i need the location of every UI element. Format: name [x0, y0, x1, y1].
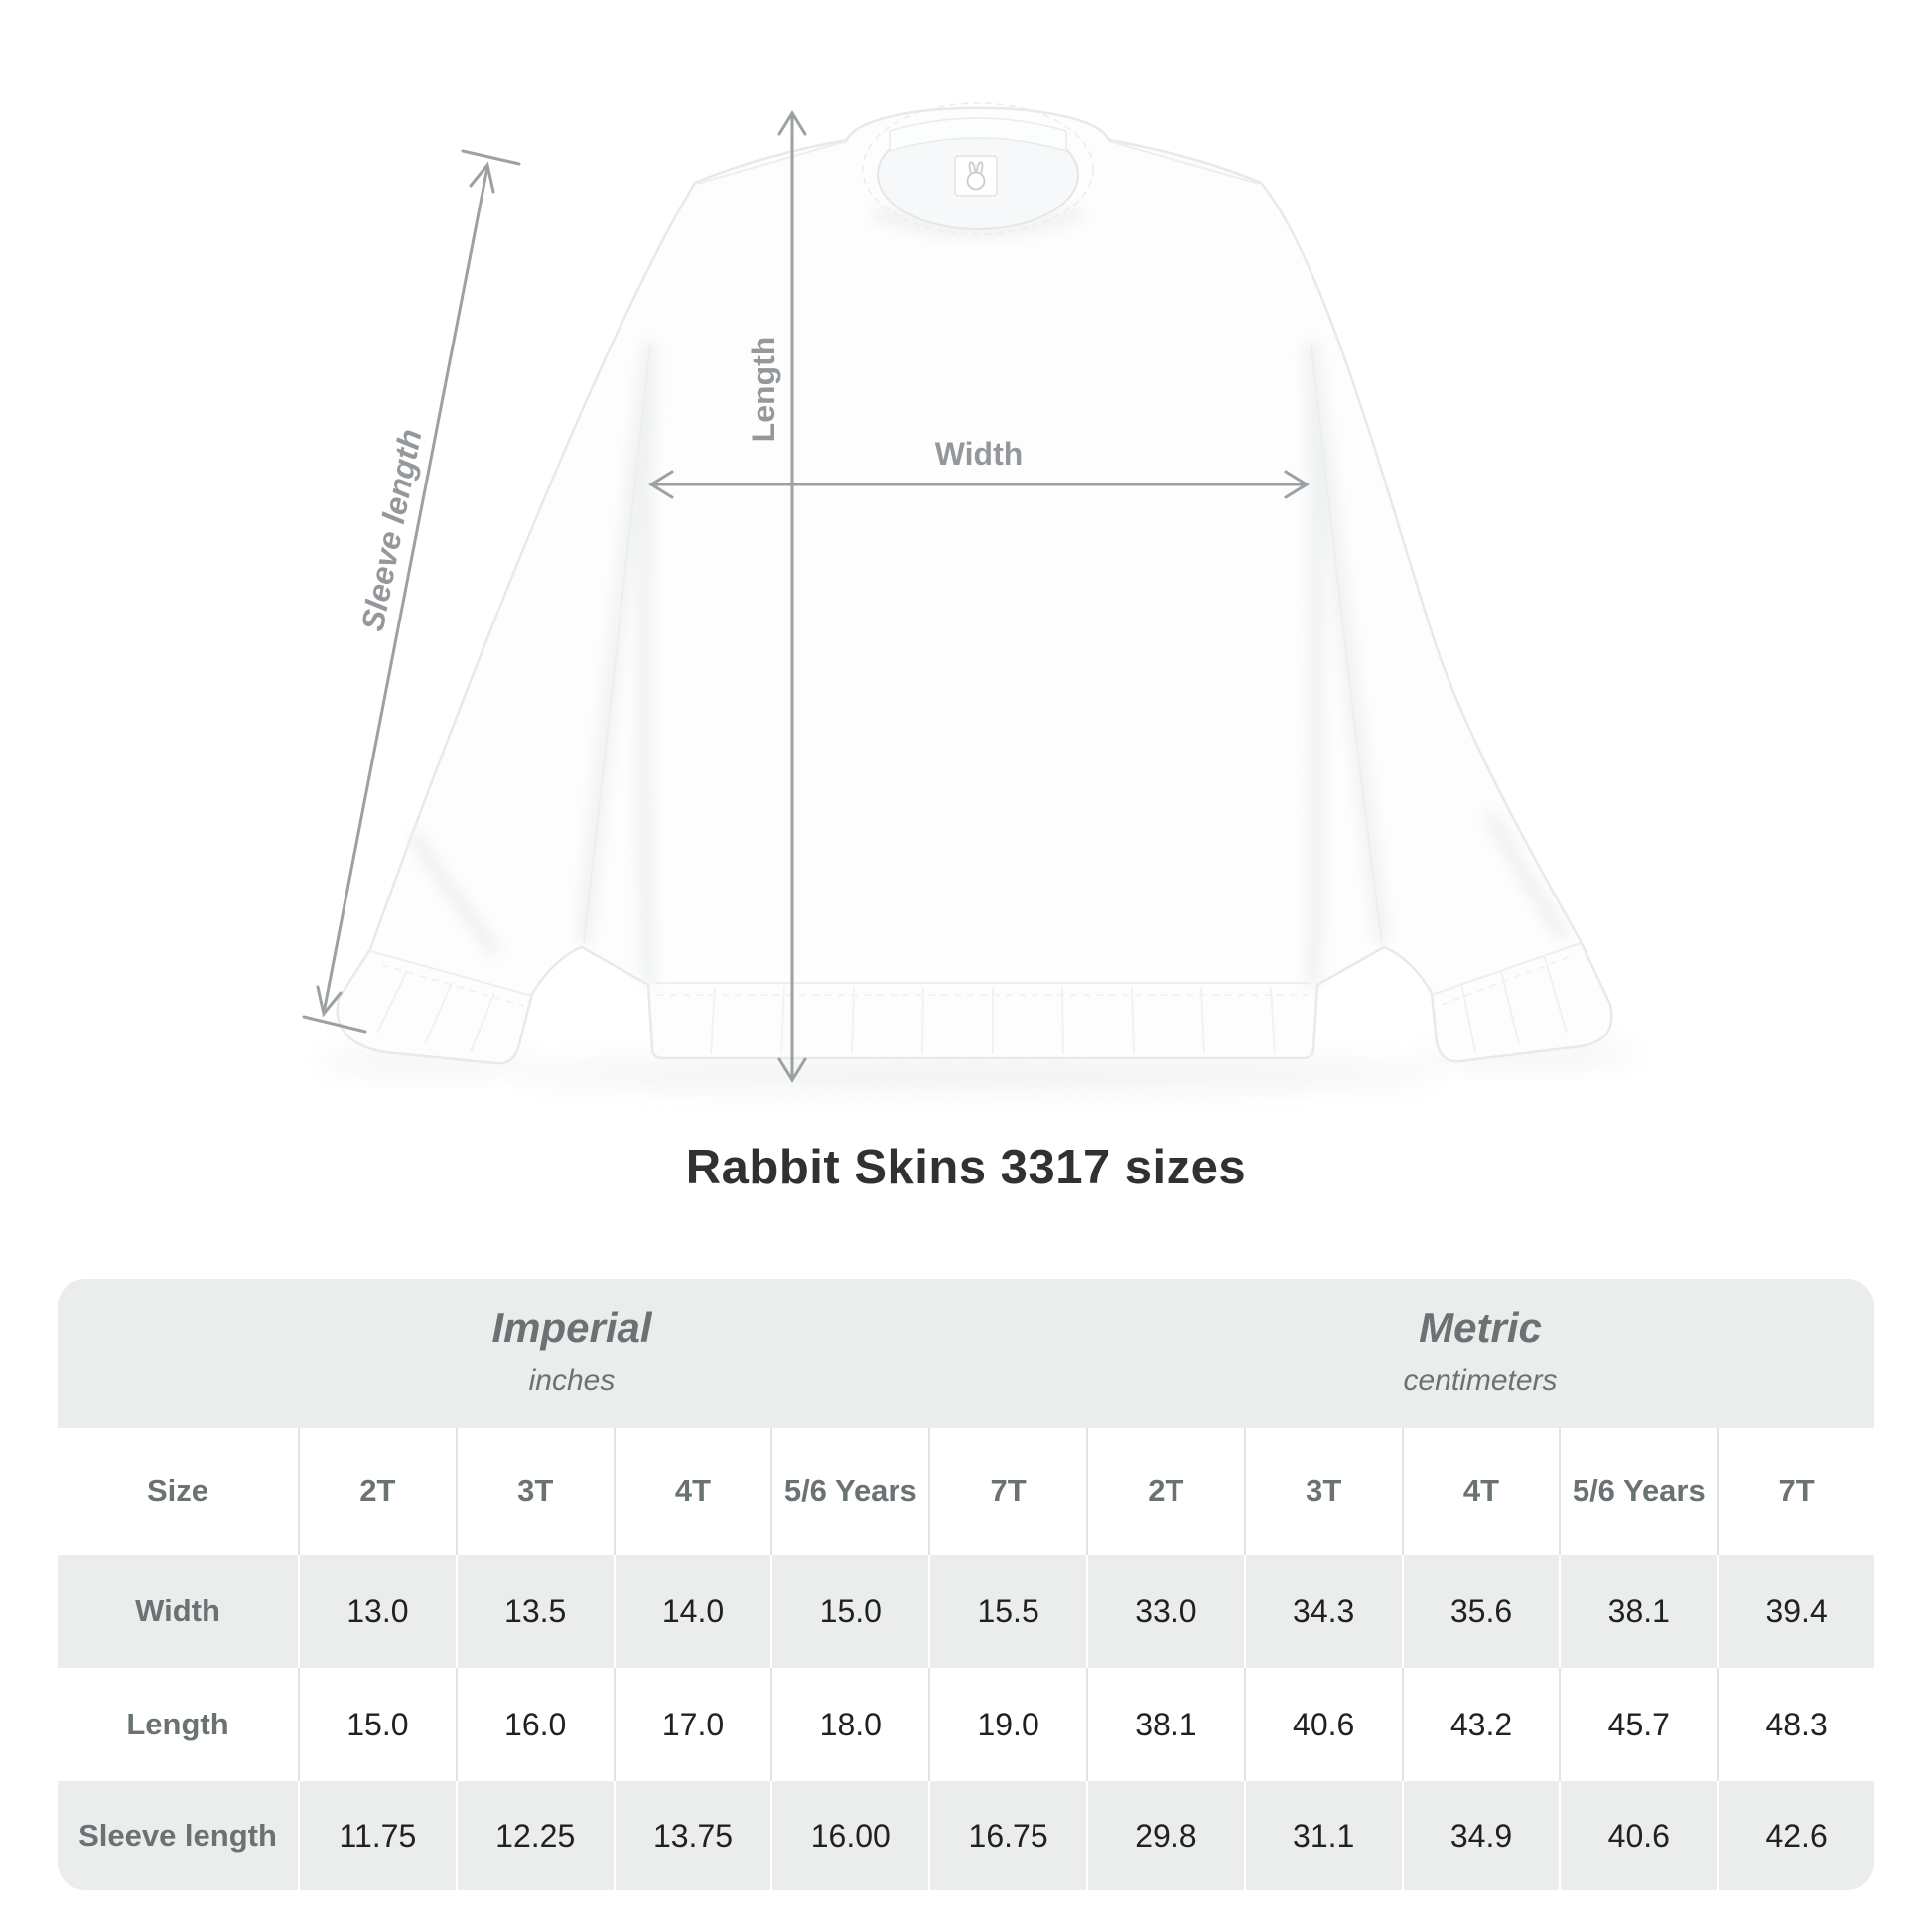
table-cell: 40.6 [1559, 1781, 1717, 1890]
table-cell: 16.0 [456, 1668, 614, 1781]
sweatshirt-illustration [338, 103, 1612, 1063]
column-header: 7T [928, 1428, 1086, 1555]
imperial-unit: inches [528, 1364, 616, 1397]
rabbit-logo-icon [955, 156, 997, 196]
column-header: 5/6 Years [770, 1428, 928, 1555]
table-cell: 38.1 [1086, 1668, 1244, 1781]
metric-section-header [1086, 1279, 1874, 1428]
column-header-row [58, 1428, 1874, 1555]
table-row-length [58, 1668, 1874, 1781]
table-cell: 12.25 [456, 1781, 614, 1890]
length-label: Length [746, 336, 781, 443]
table-cell: 31.1 [1244, 1781, 1402, 1890]
width-label: Width [934, 436, 1024, 472]
table-cell: 15.5 [928, 1555, 1086, 1668]
table-cell: 40.6 [1244, 1668, 1402, 1781]
metric-title: Metric [1419, 1305, 1542, 1351]
table-cell: 19.0 [928, 1668, 1086, 1781]
table-cell: 42.6 [1717, 1781, 1874, 1890]
table-cell: 34.9 [1402, 1781, 1560, 1890]
table-cell: 13.0 [298, 1555, 456, 1668]
table-row-width [58, 1555, 1874, 1668]
table-cell: 13.5 [456, 1555, 614, 1668]
table-row-sleeve-length [58, 1781, 1874, 1890]
table-cell: 13.75 [614, 1781, 771, 1890]
table-cell: 16.75 [928, 1781, 1086, 1890]
table-cell: 16.00 [770, 1781, 928, 1890]
table-cell: 48.3 [1717, 1668, 1874, 1781]
sleeve-length-label: Sleeve length [353, 426, 429, 634]
units-header-band [58, 1279, 1874, 1428]
imperial-title: Imperial [491, 1305, 652, 1351]
column-header: 5/6 Years [1559, 1428, 1717, 1555]
table-cell: 34.3 [1244, 1555, 1402, 1668]
table-cell: 18.0 [770, 1668, 928, 1781]
column-header: 4T [614, 1428, 771, 1555]
table-cell: 33.0 [1086, 1555, 1244, 1668]
column-header: 3T [1244, 1428, 1402, 1555]
column-header: 2T [298, 1428, 456, 1555]
table-cell: 35.6 [1402, 1555, 1560, 1668]
table-cell: 15.0 [298, 1668, 456, 1781]
column-header: 7T [1717, 1428, 1874, 1555]
column-header-size: Size [146, 1473, 209, 1508]
row-label: Length [126, 1707, 229, 1741]
table-cell: 15.0 [770, 1555, 928, 1668]
table-cell: 17.0 [614, 1668, 771, 1781]
table-cell: 39.4 [1717, 1555, 1874, 1668]
page-title: Rabbit Skins 3317 sizes [685, 1141, 1247, 1194]
metric-unit: centimeters [1403, 1364, 1558, 1397]
column-header: 3T [456, 1428, 614, 1555]
size-table [58, 1279, 1874, 1890]
column-header: 2T [1086, 1428, 1244, 1555]
table-cell: 14.0 [614, 1555, 771, 1668]
table-cell: 11.75 [298, 1781, 456, 1890]
table-cell: 43.2 [1402, 1668, 1560, 1781]
imperial-section-header [58, 1279, 1086, 1428]
table-cell: 29.8 [1086, 1781, 1244, 1890]
row-label: Width [135, 1593, 220, 1628]
table-cell: 45.7 [1559, 1668, 1717, 1781]
table-cell: 38.1 [1559, 1555, 1717, 1668]
row-label: Sleeve length [78, 1818, 277, 1853]
column-header: 4T [1402, 1428, 1560, 1555]
